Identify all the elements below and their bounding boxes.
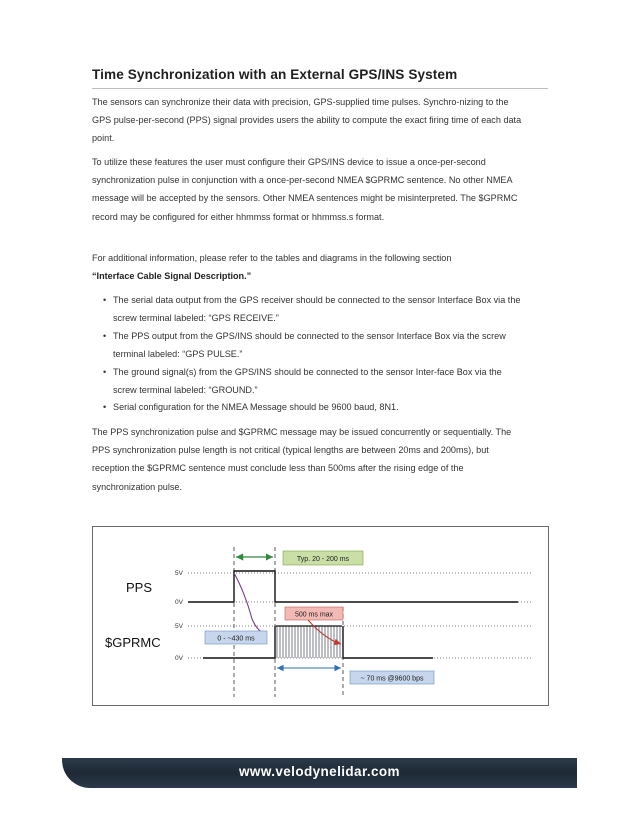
reference-section-link: “Interface Cable Signal Description.” — [92, 271, 252, 282]
bullet-glyph: • — [103, 366, 107, 377]
reference-text: For additional information, please refer to the tables and diagrams in the following section — [92, 253, 452, 263]
gprmc-high-level-label: 5V — [175, 623, 183, 630]
pps-low-level-label: 0V — [175, 599, 183, 606]
paragraph-intro-text: The sensors can synchronize their data with precision, GPS-supplied time pulses. Synchro-nizing to the GPS pulse-per-second (PPS) signal provides users the ability to compute the exact firing time of each data point. — [92, 97, 522, 144]
pulse-length-label: Typ. 20 - 200 ms — [296, 556, 350, 563]
footer-banner — [62, 758, 577, 788]
pps-waveform — [188, 571, 518, 602]
paragraph-timing — [92, 423, 524, 496]
message-length-label: ~ 70 ms @9600 bps — [360, 675, 424, 683]
bullet-text: Serial configuration for the NMEA Message should be 9600 baud, 8N1. — [113, 402, 399, 413]
paragraph-timing-text: The PPS synchronization pulse and $GPRMC message may be issued concurrently or sequentially. The PPS synchronization pulse length is not critical (typical lengths are between 20ms and 200ms), but reception the $GPRMC sentence must conclude less than 500ms after the rising edge of the synchronization pulse. — [92, 427, 512, 492]
timing-diagram-svg — [93, 527, 548, 705]
bullet-text: The serial data output from the GPS receiver should be connected to the sensor Interface Box via the screw terminal labeled: “GPS RECEIVE.” — [113, 295, 521, 323]
bullet-item — [103, 364, 523, 400]
timing-diagram — [92, 526, 549, 706]
pps-to-gprmc-curve — [234, 573, 263, 633]
title-divider — [92, 88, 548, 89]
pps-high-level-label: 5V — [175, 570, 183, 577]
pps-signal-label: PPS — [126, 580, 153, 595]
gprmc-message-burst — [276, 626, 342, 658]
bullet-text: The ground signal(s) from the GPS/INS should be connected to the sensor Inter-face Box via the screw terminal labeled: “GROUND.” — [113, 366, 502, 395]
gprmc-waveform-trailing — [343, 626, 433, 658]
section-title: Time Synchronization with an External GPS/INS System — [92, 67, 458, 82]
paragraph-reference-text — [92, 249, 524, 285]
gprmc-signal-label: $GPRMC — [105, 635, 161, 650]
bullet-glyph: • — [103, 295, 107, 305]
bullet-item — [103, 292, 523, 328]
bullet-item — [103, 399, 523, 417]
bullet-glyph: • — [103, 402, 107, 413]
footer-website-url: www.velodynelidar.com — [239, 764, 400, 779]
bullet-item — [103, 328, 523, 364]
wiring-bullet-list — [103, 292, 523, 417]
max-delay-label: 500 ms max — [294, 611, 334, 619]
start-delay-label: 0 - ~430 ms — [217, 635, 255, 643]
paragraph-intro — [92, 93, 524, 148]
paragraph-config-text: To utilize these features the user must configure their GPS/INS device to issue a once-per-second synchronization pulse in conjunction with a once-per-second NMEA $GPRMC sentence. No other NMEA message will be accepted by the sensors. Other NMEA sentences might be misinterpreted. The $GPRMC record may be configured for either hhmmss format or hhmmss.s format. — [92, 157, 518, 222]
paragraph-reference — [92, 249, 524, 285]
paragraph-config — [92, 153, 524, 226]
bullet-text: The PPS output from the GPS/INS should be connected to the sensor Interface Box via the screw terminal labeled: “GPS PULSE.” — [113, 330, 506, 359]
bullet-glyph: • — [103, 330, 107, 341]
gprmc-low-level-label: 0V — [175, 655, 183, 662]
